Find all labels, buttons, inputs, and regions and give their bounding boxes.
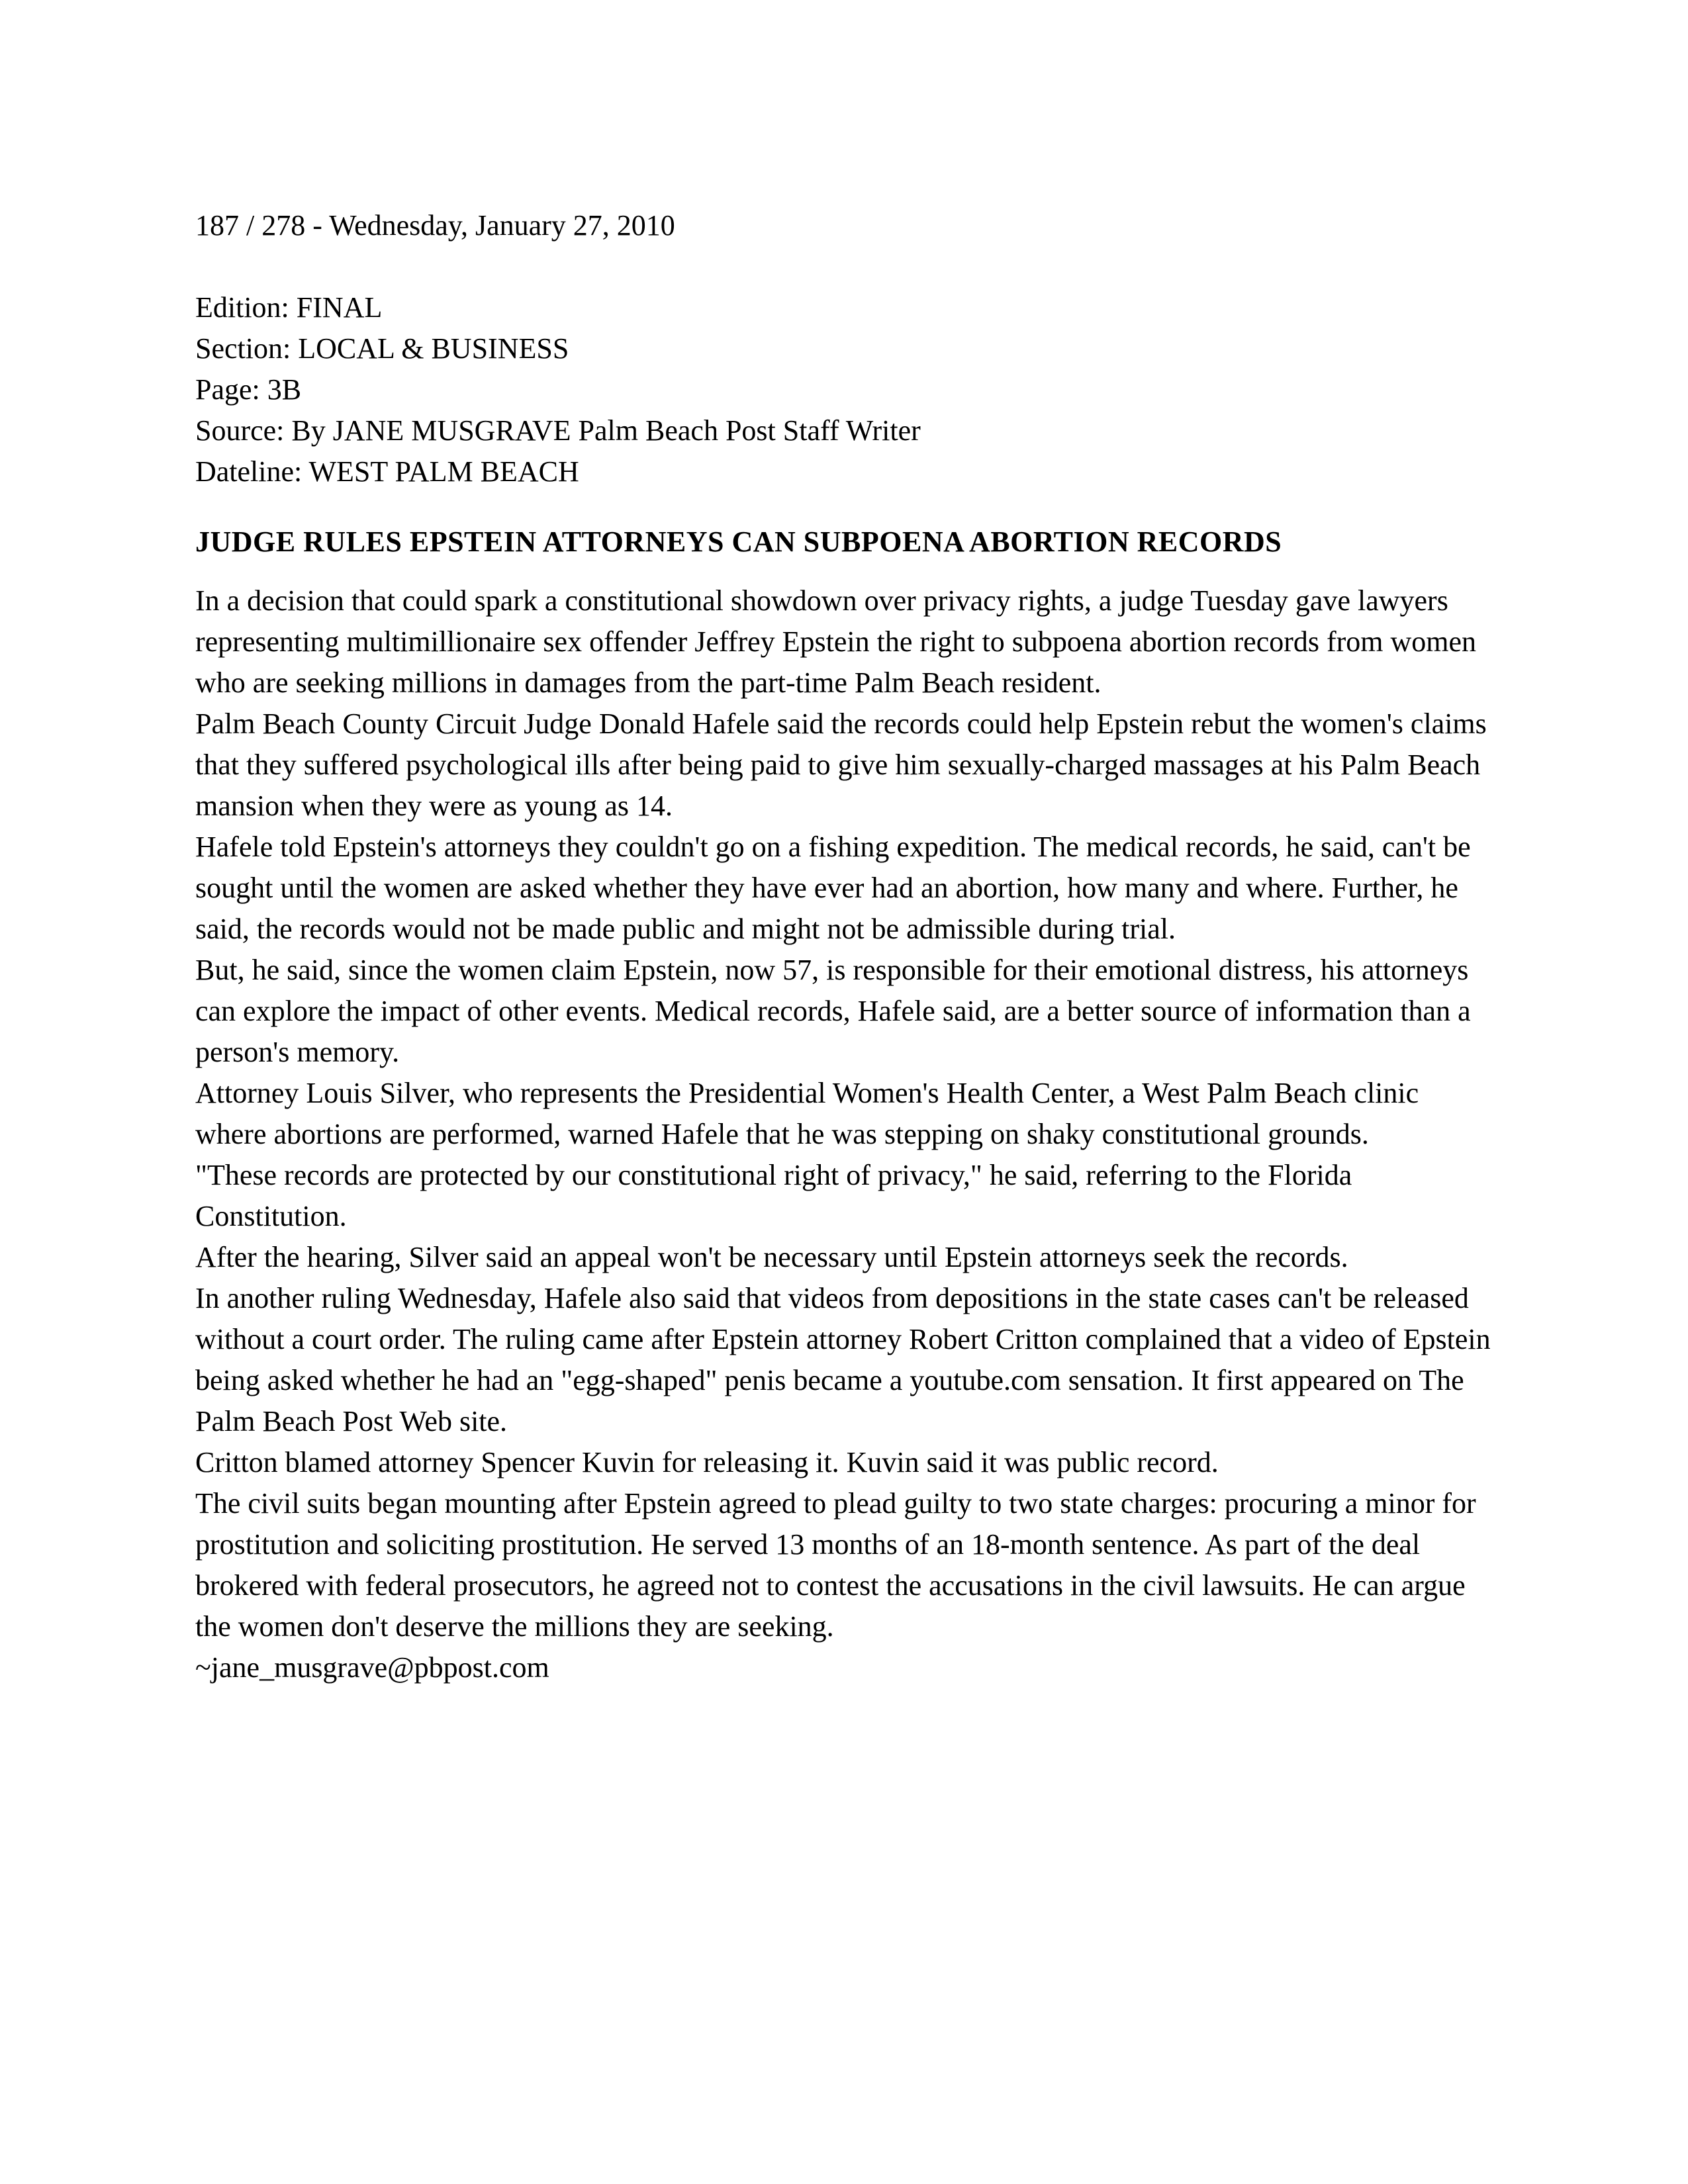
article-paragraph: Hafele told Epstein's attorneys they couldn't go on a fishing expedition. The medical records, he said, can't be sought until the women are asked whether they have ever had an abortion, how many and where. Further, he said, the records would not be made public and might not be admissible during trial.	[195, 831, 1471, 945]
meta-label-edition: Edition:	[195, 291, 289, 324]
meta-label-page: Page:	[195, 373, 260, 406]
author-email: ~jane_musgrave@pbpost.com	[195, 1651, 549, 1684]
meta-value-section: LOCAL & BUSINESS	[298, 332, 569, 365]
article-paragraph: "These records are protected by our constitutional right of privacy," he said, referring to the Florida Constitution.	[195, 1159, 1352, 1232]
meta-line-source	[195, 410, 1496, 451]
page-index-date-line: 187 / 278 - Wednesday, January 27, 2010	[195, 209, 675, 242]
article-headline: JUDGE RULES EPSTEIN ATTORNEYS CAN SUBPOENA ABORTION RECORDS	[195, 525, 1282, 558]
meta-value-page: 3B	[267, 373, 302, 406]
meta-value-source: By JANE MUSGRAVE Palm Beach Post Staff Writer	[291, 414, 921, 447]
article-paragraph: But, he said, since the women claim Epstein, now 57, is responsible for their emotional distress, his attorneys can explore the impact of other events. Medical records, Hafele said, are a better source of information than a person's memory.	[195, 954, 1471, 1068]
article-paragraph: After the hearing, Silver said an appeal won't be necessary until Epstein attorneys seek the records.	[195, 1241, 1348, 1273]
meta-value-dateline: WEST PALM BEACH	[308, 455, 579, 488]
article-paragraph: Critton blamed attorney Spencer Kuvin for releasing it. Kuvin said it was public record.	[195, 1446, 1219, 1479]
article-metadata	[195, 287, 1496, 492]
article-paragraph: Attorney Louis Silver, who represents the Presidential Women's Health Center, a West Palm Beach clinic where abortions are performed, warned Hafele that he was stepping on shaky constitutional grounds.	[195, 1077, 1419, 1150]
meta-line-dateline	[195, 451, 1496, 492]
meta-line-edition	[195, 287, 1496, 328]
meta-label-section: Section:	[195, 332, 291, 365]
meta-value-edition: FINAL	[296, 291, 383, 324]
article-content	[195, 205, 1496, 1688]
meta-label-dateline: Dateline:	[195, 455, 303, 488]
article-paragraph: In a decision that could spark a constitutional showdown over privacy rights, a judge Tuesday gave lawyers representing multimillionaire sex offender Jeffrey Epstein the right to subpoena abortion records from women who are seeking millions in damages from the part-time Palm Beach resident.	[195, 584, 1477, 699]
article-paragraph: The civil suits began mounting after Epstein agreed to plead guilty to two state charges: procuring a minor for prostitution and soliciting prostitution. He served 13 months of an 18-month sentence. As part of the deal brokered with federal prosecutors, he agreed not to contest the accusations in the civil lawsuits. He can argue the women don't deserve the millions they are seeking.	[195, 1487, 1476, 1643]
article-paragraph: In another ruling Wednesday, Hafele also said that videos from depositions in the state cases can't be released without a court order. The ruling came after Epstein attorney Robert Critton complained that a video of Epstein being asked whether he had an "egg-shaped" penis became a youtube.com sensation. It first appeared on The Palm Beach Post Web site.	[195, 1282, 1491, 1437]
meta-line-section	[195, 328, 1496, 369]
meta-label-source: Source:	[195, 414, 285, 447]
article-body	[195, 580, 1496, 1647]
article-paragraph: Palm Beach County Circuit Judge Donald Hafele said the records could help Epstein rebut the women's claims that they suffered psychological ills after being paid to give him sexually-charged massages at his Palm Beach mansion when they were as young as 14.	[195, 707, 1487, 822]
meta-line-page	[195, 369, 1496, 410]
